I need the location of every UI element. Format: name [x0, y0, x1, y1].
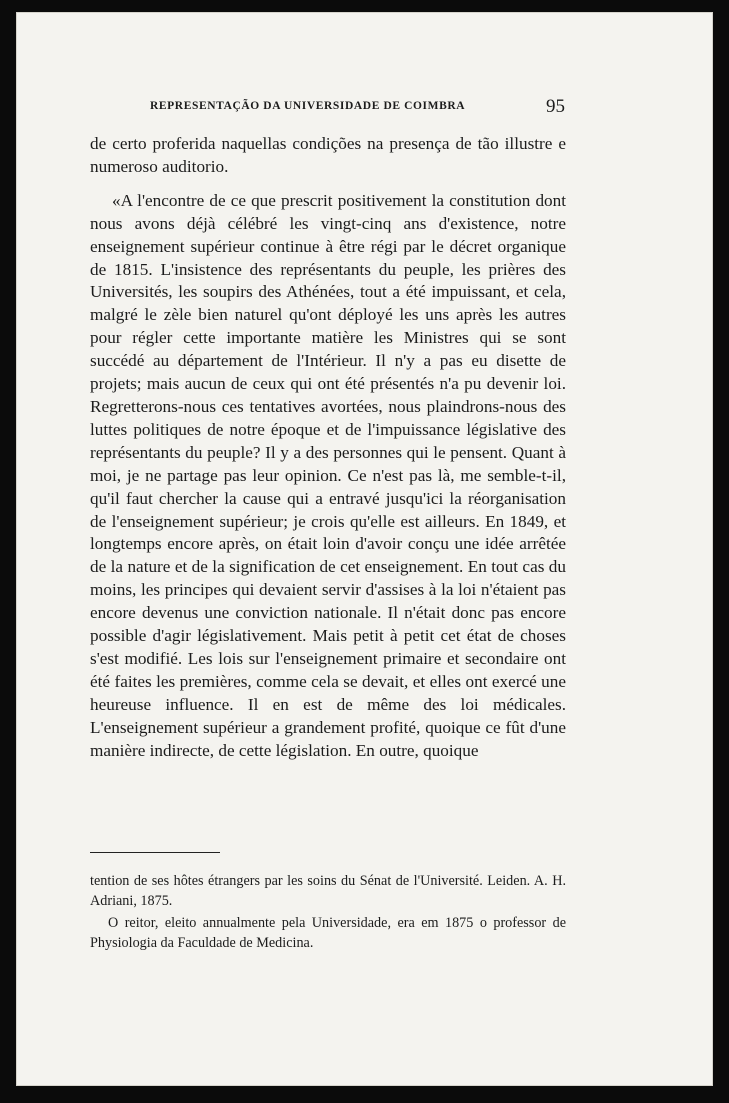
footnote-divider	[90, 852, 220, 853]
footnote-continuation: tention de ses hôtes étrangers par les soins du Sénat de l'Université. Leiden. A. H. Adriani, 1875.	[90, 873, 566, 909]
paragraph-quotation: «A l'encontre de ce que prescrit positivement la constitution dont nous avons déjà célébré les vingt-cinq ans d'existence, notre enseignement supérieur continue à être régi par le décret organique de 1815. L'insistence des représentants du peuple, les prières des Universités, les soupirs des Athénées, tout a été impuissant, et cela, malgré le zèle bien naturel qu'ont déployé les uns après les autres pour régler cette importante matière les Ministres qui se sont succédé au département de l'Intérieur. Il n'y a pas eu disette de projets; mais aucun de ceux qui ont été présentés n'a pu devenir loi. Regretterons-nous ces tentatives avortées, nous plaindrons-nous des luttes politiques de notre époque et de l'impuissance législative des représentants du peuple? Il y a des personnes qui le pensent. Quant à moi, je ne partage pas leur opinion. Ce n'est pas là, me semble-t-il, qu'il faut chercher la cause qui a entravé jusqu'ici la réorganisation de l'enseignement supérieur; je crois qu'elle est ailleurs. En 1849, et longtemps encore après, on était loin d'avoir conçu une idée arrêtée de la nature et de la signification de cet enseignement. En tout cas du moins, les principes qui devaient servir d'assises à la loi n'étaient pas encore devenus une conviction nationale. Il n'était donc pas encore possible d'agir législativement. Mais petit à petit cet état de choses s'est modifié. Les lois sur l'enseignement primaire et secondaire ont été faites les premières, comme cela se devait, et elles ont exercé une heureuse influence. Il en est de même des loi médicales. L'enseignement supérieur a grandement profité, quoique ce fût d'une manière indirecte, de cette législation. En outre, quoique	[90, 190, 566, 760]
body-text	[90, 133, 566, 762]
footnotes	[90, 872, 566, 953]
paragraph-continuation: de certo proferida naquellas condições na presença de tão illustre e numeroso auditorio.	[90, 134, 566, 176]
page-number: 95	[546, 96, 565, 117]
book-page	[16, 12, 713, 1086]
footnote-rector: O reitor, eleito annualmente pela Universidade, era em 1875 o professor de Physiologia da Faculdade de Medicina.	[90, 915, 566, 951]
running-title: REPRESENTAÇÃO DA UNIVERSIDADE DE COIMBRA	[150, 100, 466, 112]
